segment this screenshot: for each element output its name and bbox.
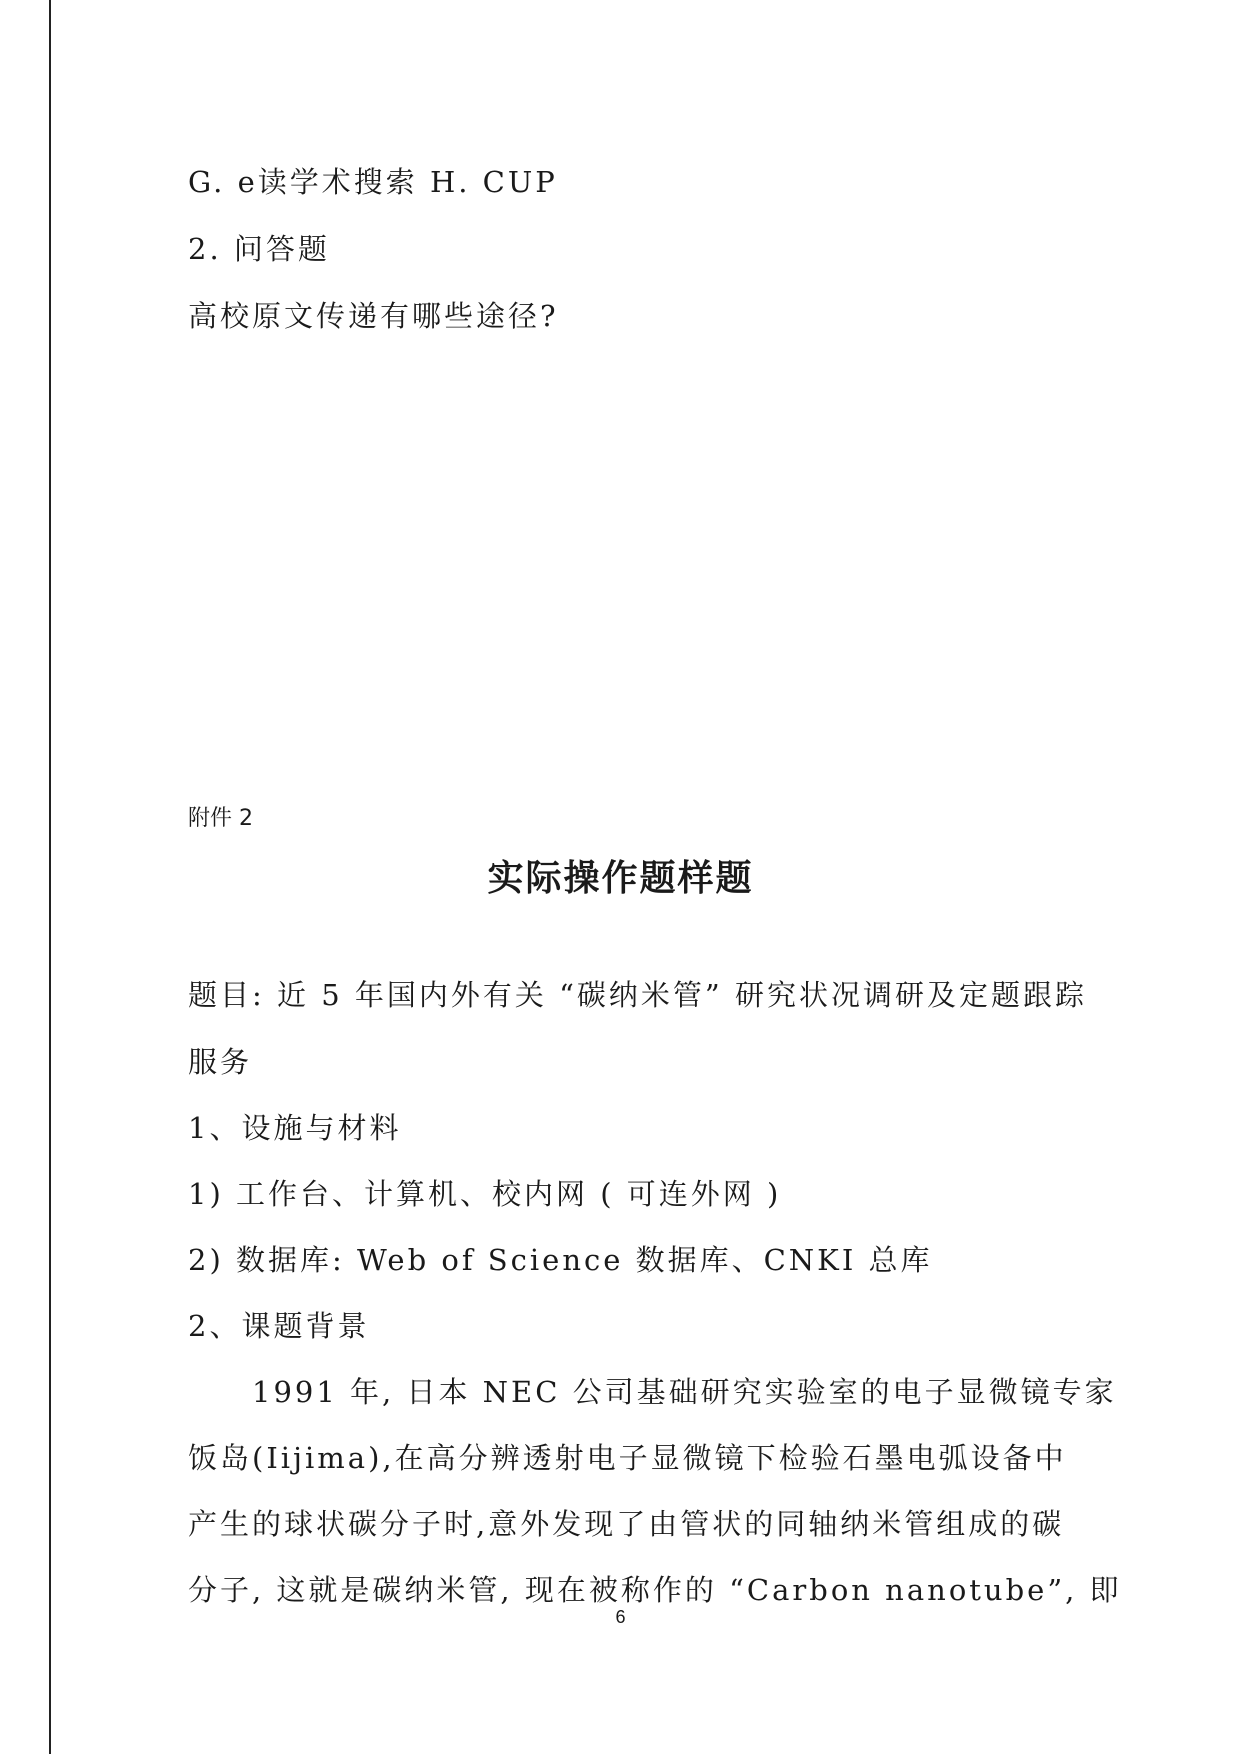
heading-background: 2、课题背景 — [188, 1309, 370, 1343]
option-line: G. e读学术搜索 H. CUP — [188, 165, 558, 199]
paragraph-line-4: 分子, 这就是碳纳米管, 现在被称作的 “Carbon nanotube”, 即 — [188, 1573, 1122, 1607]
paragraph-line-3: 产生的球状碳分子时,意外发现了由管状的同轴纳米管组成的碳 — [188, 1507, 1065, 1541]
list-item-workstation: 1) 工作台、计算机、校内网 ( 可连外网 ) — [188, 1177, 782, 1211]
paragraph-line-2: 饭岛(Iijima),在高分辨透射电子显微镜下检验石墨电弧设备中 — [188, 1441, 1067, 1475]
heading-facilities: 1、设施与材料 — [188, 1111, 402, 1145]
topic-line-1: 题目: 近 5 年国内外有关 “碳纳米管” 研究状况调研及定题跟踪 — [188, 978, 1087, 1012]
page-number: 6 — [615, 1607, 626, 1627]
appendix-label: 附件 2 — [188, 806, 253, 831]
paragraph-line-1: 1991 年, 日本 NEC 公司基础研究实验室的电子显微镜专家 — [252, 1375, 1117, 1409]
section-heading: 2. 问答题 — [188, 232, 330, 266]
page-title: 实际操作题样题 — [487, 858, 754, 899]
list-item-database: 2) 数据库: Web of Science 数据库、CNKI 总库 — [188, 1243, 933, 1277]
question-text: 高校原文传递有哪些途径? — [188, 299, 559, 333]
topic-line-2: 服务 — [188, 1045, 253, 1079]
